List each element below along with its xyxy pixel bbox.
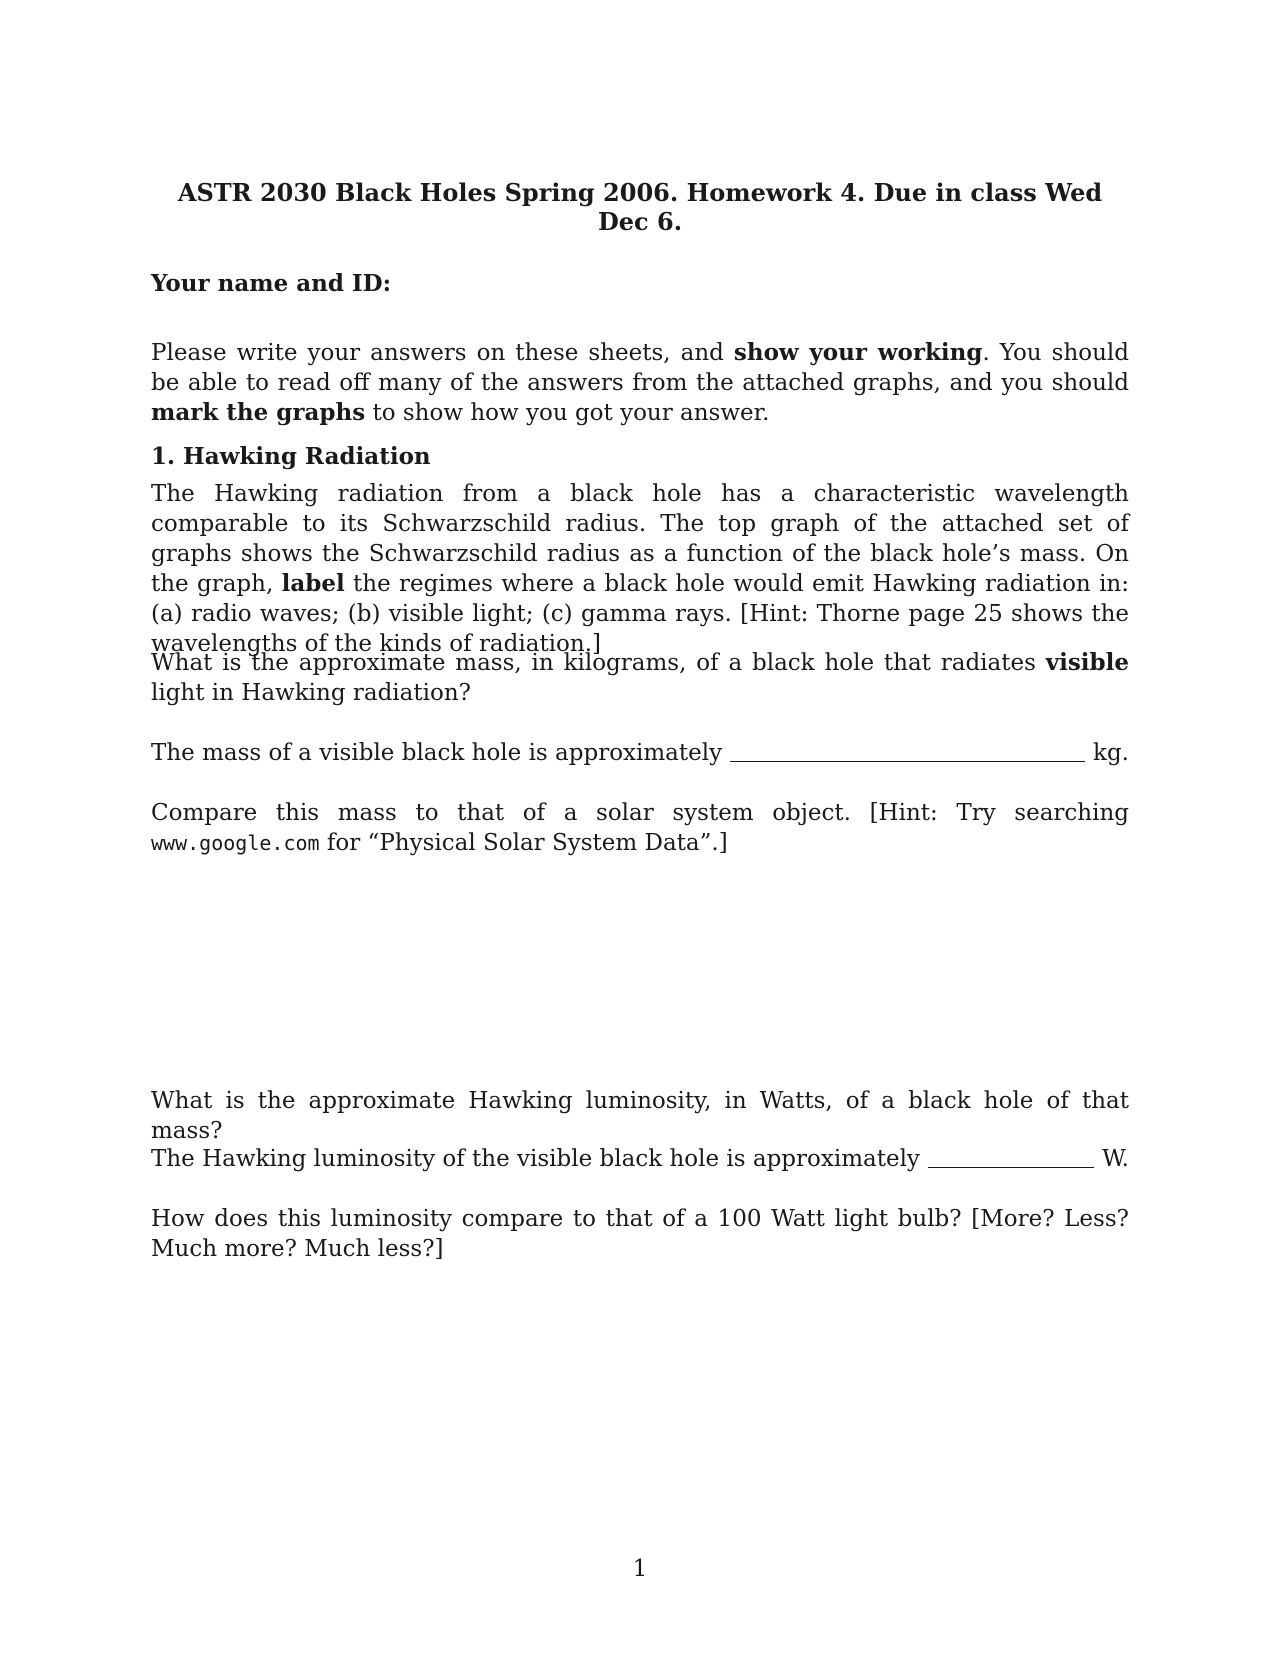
hawking-text-2: the regimes where a black hole would emit Hawking radiation in: (a) radio waves; (b) visible light; (c) gamma rays. [Hint: Thorne page 25 shows the wavelengths of the kinds of radiation.]: [151, 571, 1129, 657]
section-heading-hawking: 1. Hawking Radiation: [151, 443, 431, 470]
intro-text-2: . You should be able to read off many of the answers from the attached graphs, and you should: [151, 340, 1129, 396]
luminosity-answer-prefix: The Hawking luminosity of the visible black hole is approximately: [151, 1146, 920, 1172]
intro-paragraph: [151, 338, 1129, 428]
mass-answer-blank[interactable]: [730, 761, 1085, 762]
mass-answer-prefix: The mass of a visible black hole is approximately: [151, 740, 723, 766]
mass-answer-unit: kg.: [1093, 740, 1129, 766]
mass-question: [151, 648, 1129, 708]
luminosity-answer-blank[interactable]: [928, 1167, 1094, 1168]
page-number: 1: [632, 1556, 648, 1582]
mass-question-text-1: What is the approximate mass, in kilograms, of a black hole that radiates: [151, 650, 1046, 676]
luminosity-question: What is the approximate Hawking luminosity, in Watts, of a black hole of that mass?: [151, 1088, 1129, 1144]
intro-bold-show-working: show your working: [733, 339, 983, 366]
hawking-text-1: The Hawking radiation from a black hole has a characteristic wavelength comparable to its Schwarzschild radius. The top graph of the attached set of graphs shows the Schwarzschild radius as a function of the black hole’s mass. On the graph,: [151, 481, 1129, 597]
name-id-label: Your name and ID:: [151, 270, 392, 297]
intro-text-1: Please write your answers on these sheets, and: [151, 340, 734, 366]
luminosity-answer-unit: W.: [1102, 1146, 1129, 1172]
compare-paragraph: [151, 798, 1129, 858]
mass-answer-line: [151, 738, 1129, 768]
mass-question-bold-visible: visible: [1045, 649, 1129, 676]
bulb-question: How does this luminosity compare to that of a 100 Watt light bulb? [More? Less? Much more? Much less?]: [151, 1206, 1129, 1262]
hawking-paragraph: [151, 479, 1129, 659]
intro-bold-mark-graphs: mark the graphs: [151, 399, 366, 426]
page-title: ASTR 2030 Black Holes Spring 2006. Homework 4. Due in class Wed Dec 6.: [177, 178, 1103, 236]
luminosity-answer-line: [151, 1144, 1129, 1174]
compare-text-2: for “Physical Solar System Data”.]: [319, 830, 728, 856]
mass-question-text-2: light in Hawking radiation?: [151, 680, 471, 706]
intro-text-3: to show how you got your answer.: [365, 400, 770, 426]
compare-url: www.google.com: [151, 831, 320, 855]
hawking-bold-label: label: [281, 570, 345, 597]
compare-text-1: Compare this mass to that of a solar system object. [Hint: Try searching: [151, 800, 1129, 826]
